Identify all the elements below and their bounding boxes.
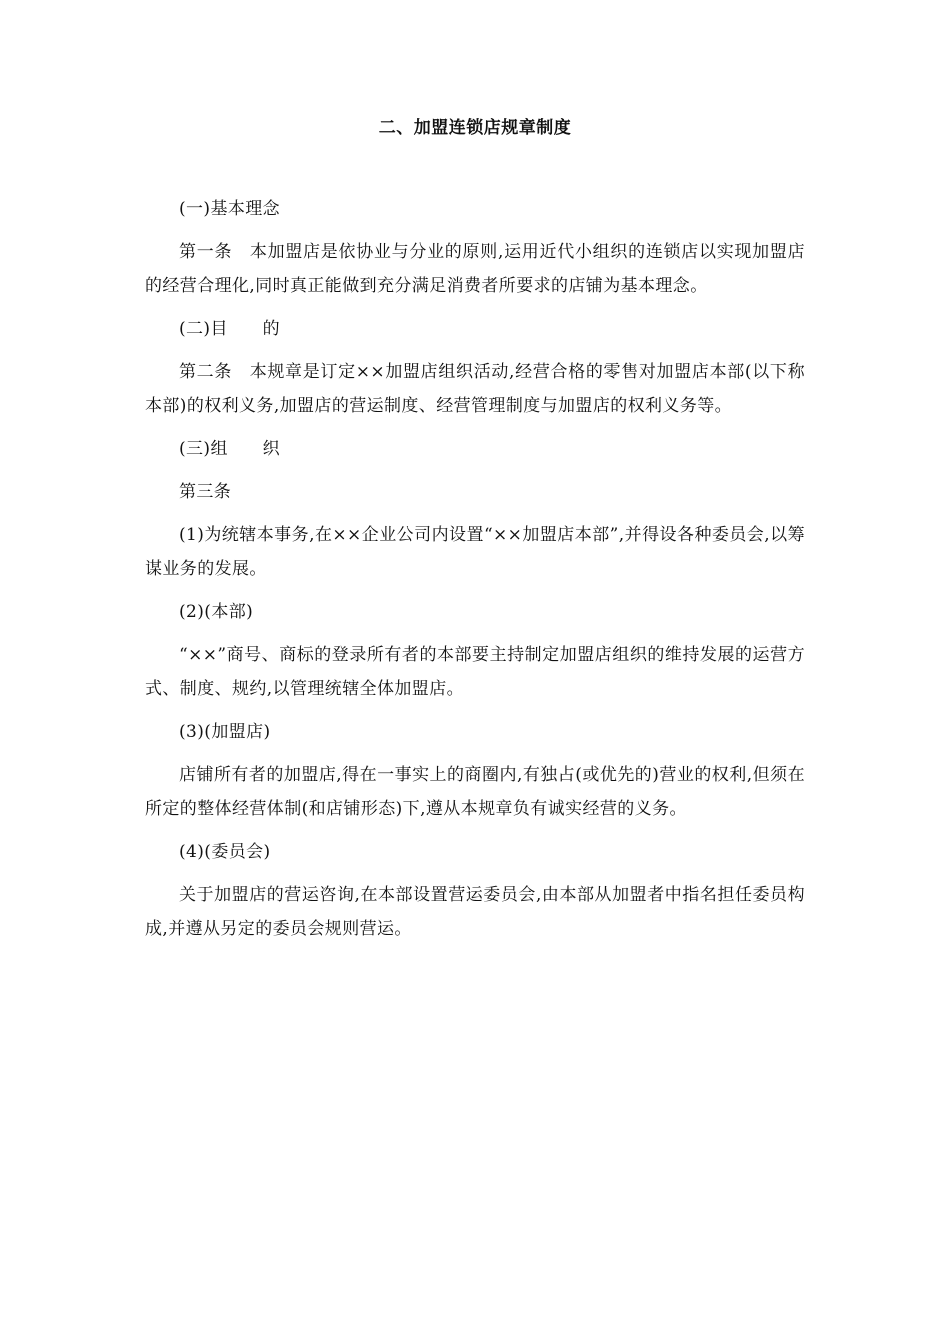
document-title: 二、加盟连锁店规章制度 [378, 118, 572, 138]
section-heading-organization: (三)组 织 [179, 439, 281, 459]
article-1-paragraph: 第一条 本加盟店是依协业与分业的原则,运用近代小组织的连锁店以实现加盟店的经营合理化,同时真正能做到充分满足消费者所要求的店铺为基本理念。 [145, 242, 805, 296]
section-heading-purpose: (二)目 的 [179, 319, 281, 339]
article-3-item-3-paragraph: 店铺所有者的加盟店,得在一事实上的商圈内,有独占(或优先的)营业的权利,但须在所定的整体经营体制(和店铺形态)下,遵从本规章负有诚实经营的义务。 [145, 765, 805, 819]
article-3-item-4-heading: (4)(委员会) [179, 842, 271, 862]
article-3-item-2-paragraph: “××”商号、商标的登录所有者的本部要主持制定加盟店组织的维持发展的运营方式、制度、规约,以管理统辖全体加盟店。 [145, 645, 805, 699]
section-heading-basic-philosophy: (一)基本理念 [179, 199, 281, 219]
article-3-heading: 第三条 [179, 482, 232, 502]
article-3-item-1: (1)为统辖本事务,在××企业公司内设置“××加盟店本部”,并得设各种委员会,以筹谋业务的发展。 [145, 525, 805, 579]
article-3-item-4-paragraph: 关于加盟店的营运咨询,在本部设置营运委员会,由本部从加盟者中指名担任委员构成,并遵从另定的委员会规则营运。 [145, 885, 805, 939]
article-3-item-2-heading: (2)(本部) [179, 602, 254, 622]
article-2-paragraph: 第二条 本规章是订定××加盟店组织活动,经营合格的零售对加盟店本部(以下称本部)的权利义务,加盟店的营运制度、经营管理制度与加盟店的权利义务等。 [145, 362, 805, 416]
article-3-item-3-heading: (3)(加盟店) [179, 722, 271, 742]
